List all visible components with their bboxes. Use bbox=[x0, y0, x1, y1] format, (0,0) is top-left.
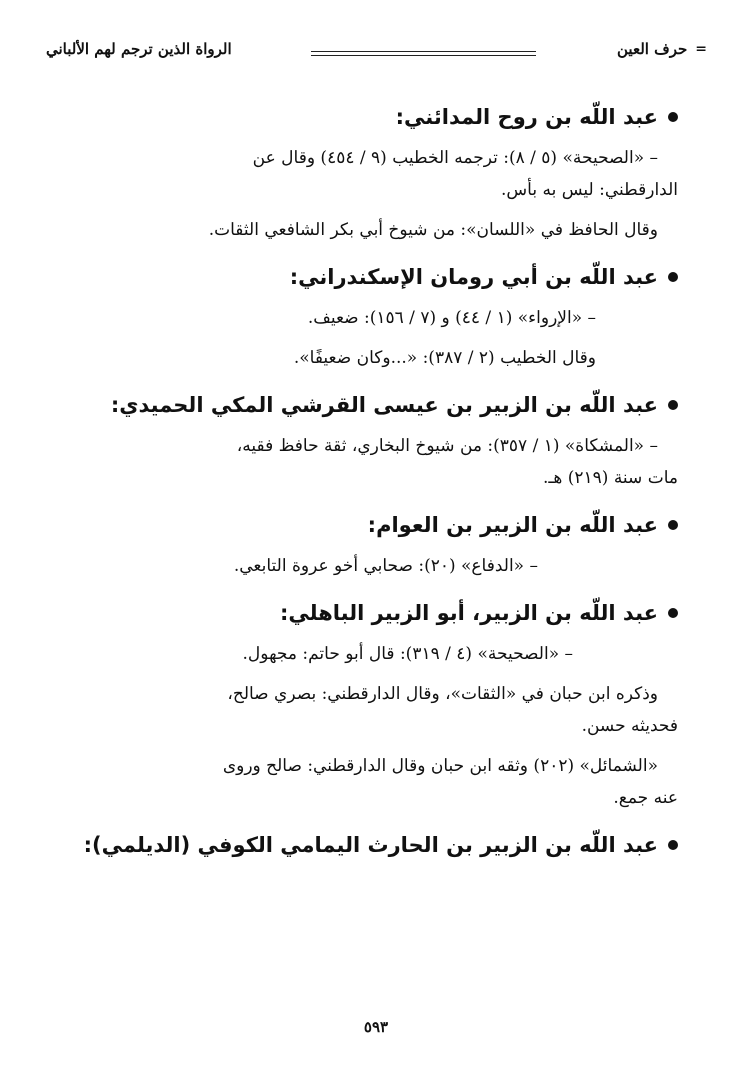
entry-line: وقال الخطيب (٢ / ٣٨٧): «...وكان ضعيفًا». bbox=[293, 348, 596, 368]
entry-name: عبد اللّه بن الزبير بن العوام: bbox=[367, 513, 658, 537]
header-rule-top bbox=[311, 51, 536, 52]
running-header bbox=[46, 38, 706, 66]
bullet-icon bbox=[668, 272, 678, 282]
bullet-icon bbox=[668, 608, 678, 618]
entry-line: الدارقطني: ليس به بأس. bbox=[501, 180, 678, 200]
entry-line: – «الدفاع» (٢٠): صحابي أخو عروة التابعي. bbox=[233, 556, 538, 576]
header-rule-bottom bbox=[311, 55, 536, 56]
bullet-icon bbox=[668, 400, 678, 410]
entry-name: عبد اللّه بن أبي رومان الإسكندراني: bbox=[289, 265, 658, 289]
entry-heading bbox=[70, 828, 678, 862]
entry-heading bbox=[70, 388, 678, 422]
bullet-icon bbox=[668, 112, 678, 122]
header-section-title: حرف العين bbox=[617, 40, 688, 58]
entry-line: – «المشكاة» (١ / ٣٥٧): من شيوخ البخاري، ثقة حافظ فقيه، bbox=[236, 436, 658, 456]
header-book-title: الرواة الذين ترجم لهم الألباني bbox=[46, 40, 232, 58]
entry-line: فحديثه حسن. bbox=[581, 716, 678, 736]
entry-line: عنه جمع. bbox=[613, 788, 678, 808]
entry-line: وذكره ابن حبان في «الثقات»، وقال الدارقطني: بصري صالح، bbox=[227, 684, 658, 704]
entry-heading bbox=[70, 260, 678, 294]
entry-line: – «الإرواء» (١ / ٤٤) و (٧ / ١٥٦): ضعيف. bbox=[307, 308, 596, 328]
entry-heading bbox=[70, 508, 678, 542]
entry-line: – «الصحيحة» (٤ / ٣١٩): قال أبو حاتم: مجهول. bbox=[242, 644, 573, 664]
entry-name: عبد اللّه بن الزبير بن عيسى القرشي المكي الحميدي: bbox=[110, 393, 658, 417]
entry-heading bbox=[70, 100, 678, 134]
page-number: ٥٩٣ bbox=[363, 1018, 389, 1036]
header-section bbox=[617, 40, 706, 58]
main-text bbox=[70, 100, 678, 862]
entry-name: عبد اللّه بن روح المدائني: bbox=[395, 105, 658, 129]
entry-line: – «الصحيحة» (٥ / ٨): ترجمه الخطيب (٩ / ٤٥٤) وقال عن bbox=[252, 148, 658, 168]
entry-line: وقال الحافظ في «اللسان»: من شيوخ أبي بكر الشافعي الثقات. bbox=[208, 220, 658, 240]
entry-line: مات سنة (٢١٩) هـ. bbox=[542, 468, 678, 488]
entry-line: «الشمائل» (٢٠٢) وثقه ابن حبان وقال الدارقطني: صالح وروى bbox=[222, 756, 658, 776]
entry-name: عبد اللّه بن الزبير بن الحارث اليمامي الكوفي (الديلمي): bbox=[83, 833, 658, 857]
entry-name: عبد اللّه بن الزبير، أبو الزبير الباهلي: bbox=[280, 601, 658, 625]
bullet-icon bbox=[668, 520, 678, 530]
entry-heading bbox=[70, 596, 678, 630]
bullet-icon bbox=[668, 840, 678, 850]
header-dash: = bbox=[695, 41, 706, 57]
